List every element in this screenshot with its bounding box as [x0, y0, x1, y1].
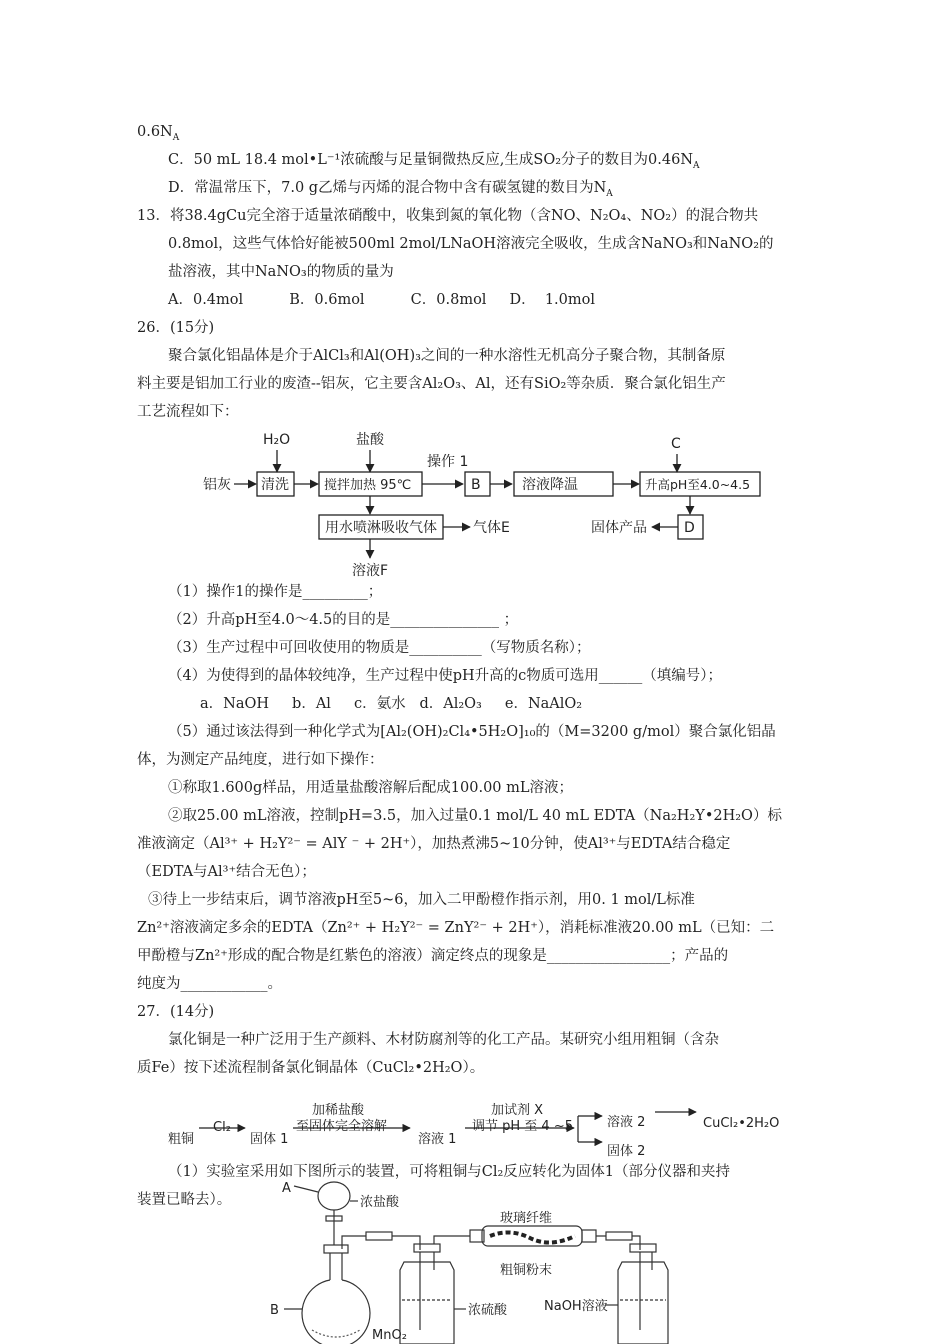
flow-wash: 清洗	[261, 477, 289, 493]
q26-step3d: 纯度为____________。	[137, 976, 282, 992]
q26-step2c: （EDTA与Al³⁺结合无色）；	[137, 864, 316, 880]
label-naoh: NaOH溶液	[544, 1299, 608, 1314]
q26-step1: ①称取1.600g样品，用适量盐酸溶解后配成100.00 mL溶液；	[168, 780, 574, 796]
label-cu-powder: 粗铜粉末	[500, 1263, 553, 1278]
label-a: A	[282, 1181, 291, 1196]
q26-sub4: （4）为使得到的晶体较纯净，生产过程中使pH升高的c物质可选用______（填编号）；	[168, 668, 723, 684]
flow-spray: 用水喷淋吸收气体	[325, 520, 437, 536]
q27-para1: 氯化铜是一种广泛用于生产颜料、木材防腐剂等的化工产品。某研究小组用粗铜（含杂	[168, 1032, 719, 1048]
q26-heading: 26．(15分)	[137, 320, 215, 336]
q26-step3b: Zn²⁺溶液滴定多余的EDTA（Zn²⁺ + H₂Y²⁻ = ZnY²⁻ + 2H⁺），消耗标准液20.00 mL（已知：二	[137, 920, 775, 936]
q26-step2b: 准液滴定（Al³⁺ + H₂Y²⁻ = AlY ⁻ + 2H⁺），加热煮沸5~10分钟，使Al³⁺与EDTA结合稳定	[137, 836, 731, 852]
q13-line2: 0.8mol，这些气体恰好能被500ml 2mol/LNaOH溶液完全吸收，生成含NaNO₃和NaNO₂的	[168, 236, 774, 252]
q26-step2a: ②取25.00 mL溶液，控制pH=3.5，加入过量0.1 mol/L 40 mL EDTA（Na₂H₂Y•2H₂O）标	[168, 808, 782, 824]
flow-h2o: H₂O	[263, 432, 291, 448]
f27-solid2: 固体 2	[607, 1144, 646, 1159]
f27-add-x: 加试剂 X	[491, 1103, 544, 1118]
f27-adj-ph: 调节 pH 至 4 ~5	[472, 1119, 573, 1134]
q13-line3: 盐溶液，其中NaNO₃的物质的量为	[168, 264, 394, 280]
label-mno2: MnO₂	[372, 1328, 407, 1343]
q26-sub3: （3）生产过程中可回收使用的物质是__________（写物质名称）；	[168, 640, 591, 656]
f27-sol2: 溶液 2	[607, 1115, 646, 1130]
q26-step3c: 甲酚橙与Zn²⁺形成的配合物是红紫色的溶液）滴定终点的现象是_________________；产品的	[137, 948, 729, 964]
q26-step3a: ③待上一步结束后，调节溶液pH至5~6，加入二甲酚橙作指示剂，用0. 1 mol/L标准	[148, 892, 695, 908]
q26-sub1: （1）操作1的操作是_________；	[168, 584, 383, 600]
flow-ash: 铝灰	[203, 477, 231, 493]
q27-heading: 27．(14分)	[137, 1004, 215, 1020]
label-glass-fiber: 玻璃纤维	[500, 1211, 553, 1226]
q26-sub2: （2）升高pH至4.0～4.5的目的是_______________ ；	[168, 612, 519, 628]
option-c: C．50 mL 18.4 mol•L⁻¹浓硫酸与足量铜微热反应,生成SO₂分子的数目为$0.46N_A$	[168, 152, 700, 171]
reaction-tube	[482, 1226, 582, 1246]
f27-add-hcl: 加稀盐酸	[312, 1103, 365, 1118]
label-conc-hcl: 浓盐酸	[360, 1195, 400, 1210]
flow-stir: 搅拌加热 95℃	[324, 478, 412, 493]
q26-sub4-options: a．NaOH b．Al c．氨水 d．Al₂O₃ e．NaAlO₂	[200, 696, 583, 712]
label-b: B	[270, 1303, 279, 1318]
flow-op1: 操作 1	[427, 454, 469, 470]
f27-sol1: 溶液 1	[418, 1132, 457, 1147]
flow-dilute: 溶液降温	[522, 477, 578, 493]
flow-raise: 升高pH至4.0~4.5	[645, 477, 751, 492]
f27-crystal: CuCl₂•2H₂O	[703, 1116, 780, 1131]
q27-para2: 质Fe）按下述流程制备氯化铜晶体（CuCl₂•2H₂O）。	[137, 1060, 485, 1076]
q26-sub5a: （5）通过该法得到一种化学式为[Al₂(OH)₂Cl₄•5H₂O]₁₀的（M=3200 g/mol）聚合氯化铝晶	[168, 724, 776, 740]
f27-cu: 粗铜	[168, 1132, 195, 1147]
q26-para3: 工艺流程如下：	[137, 404, 239, 420]
label-conc-h2so4: 浓硫酸	[468, 1303, 508, 1318]
flask-b	[302, 1280, 370, 1344]
q27-sub1a: （1）实验室采用如下图所示的装置，可将粗铜与Cl₂反应转化为固体1（部分仪器和夹持	[168, 1164, 730, 1180]
flow-b: B	[471, 477, 481, 493]
flow-c: C	[671, 436, 681, 452]
f27-cl2: Cl₂	[213, 1120, 231, 1135]
q26-para2: 料主要是铝加工行业的废渣--铝灰，它主要含Al₂O₃、Al，还有SiO₂等杂质．聚合氯化铝生产	[137, 376, 726, 392]
flow-hcl: 盐酸	[356, 432, 384, 448]
naoh-bottle	[618, 1262, 668, 1344]
q13-options: A．0.4mol B．0.6mol C．0.8mol D． 1.0mol	[168, 292, 595, 308]
line-na: $0.6N_A$	[137, 124, 180, 143]
q26-para1: 聚合氯化铝晶体是介于AlCl₃和Al(OH)₃之间的一种水溶性无机高分子聚合物，其制备原	[168, 348, 726, 364]
q26-sub5b: 体，为测定产品纯度，进行如下操作：	[137, 752, 384, 768]
flow-gas: 气体E	[473, 520, 510, 536]
funnel-a	[318, 1182, 350, 1210]
flow-d: D	[684, 520, 695, 536]
f27-solid1: 固体 1	[250, 1132, 289, 1147]
flow-product: 固体产品	[591, 520, 647, 536]
flow-sol-f: 溶液F	[352, 563, 389, 579]
q13-line1: 13．将38.4gCu完全溶于适量浓硝酸中，收集到氮的氧化物（含NO、N₂O₄、NO₂）的混合物共	[137, 208, 759, 224]
f27-dissolve: 至固体完全溶解	[296, 1119, 388, 1134]
option-d: D．常温常压下，7.0 g乙烯与丙烯的混合物中含有碳氢键的数目为$N_A$	[168, 180, 613, 199]
q27-sub1b: 装置已略去）。	[137, 1192, 232, 1208]
wash-bottle	[400, 1262, 454, 1344]
